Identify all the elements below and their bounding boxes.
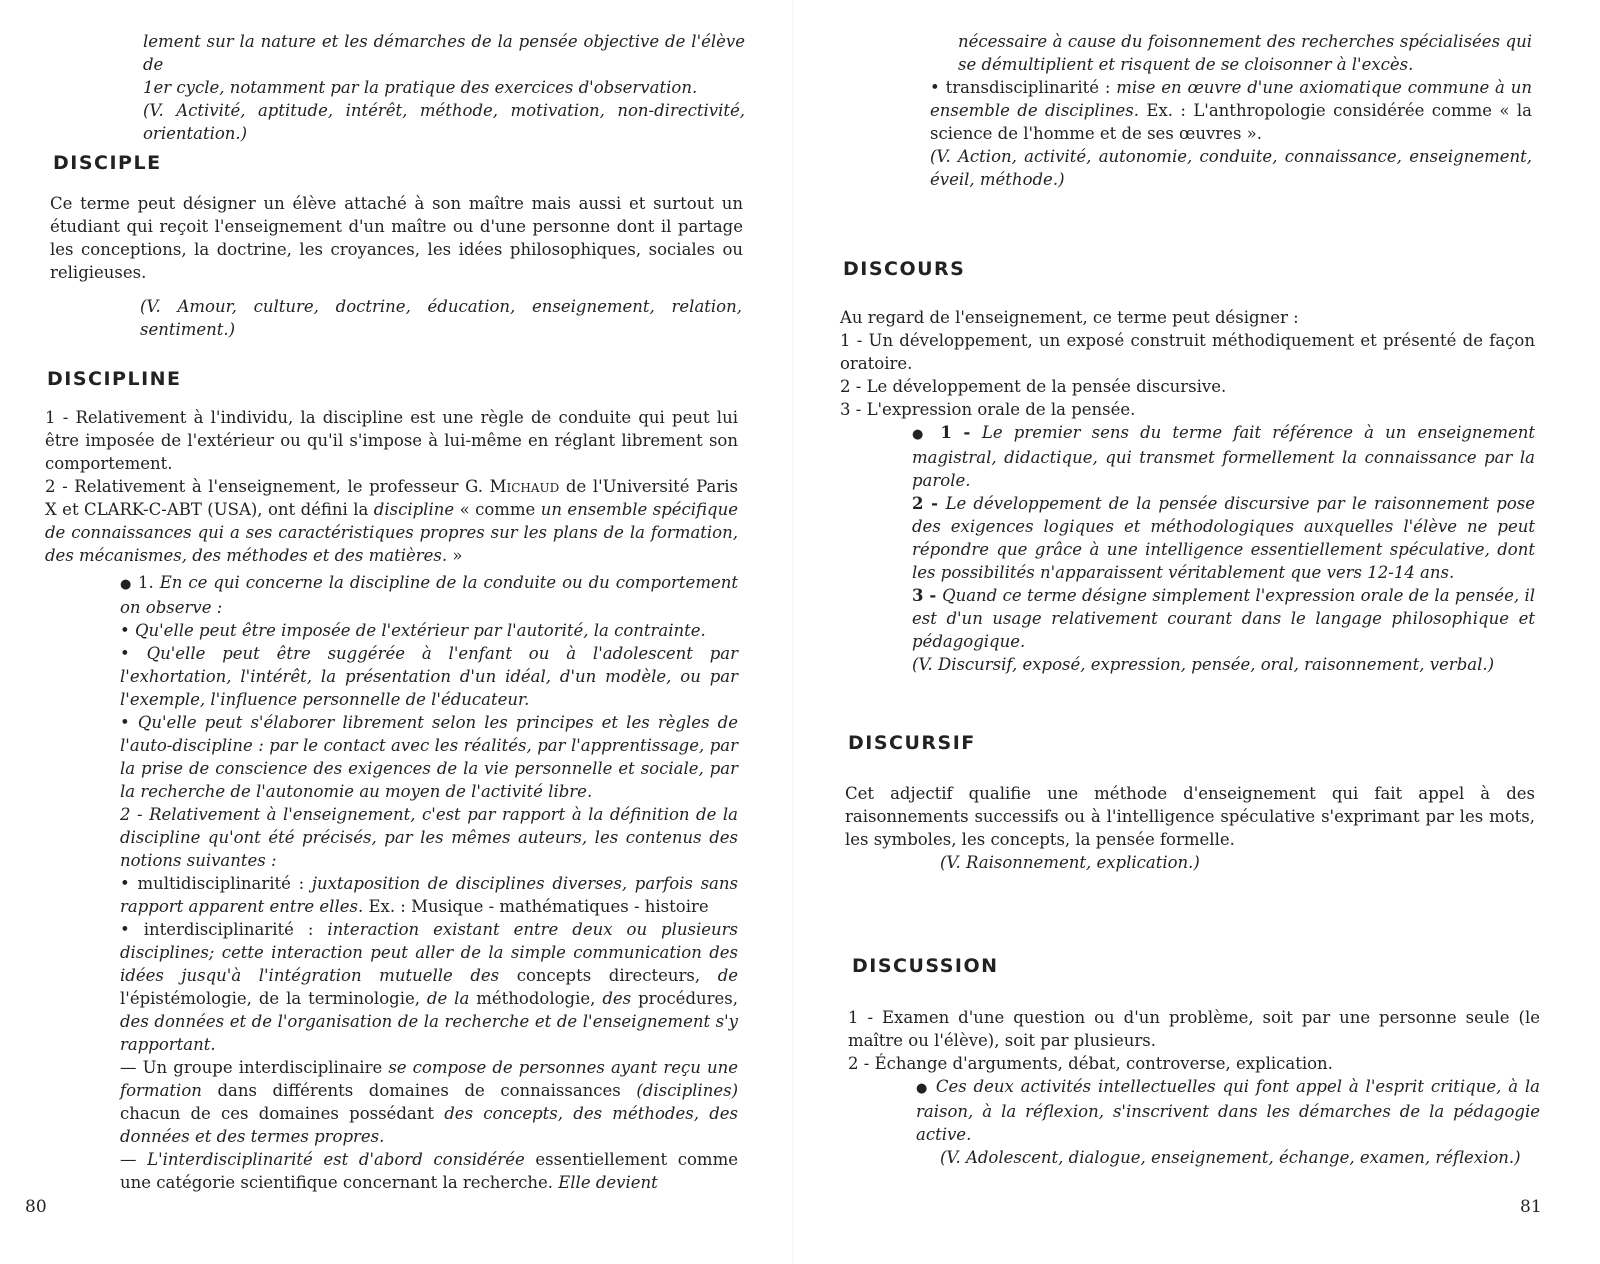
discipline-p1: 1 - Relativement à l'individu, la discipline est une règle de conduite qui peut lui être imposée de l'extérieur ou qu'il s'impose à lui-même en réglant librement son comportement. [45, 408, 738, 473]
circle-bullet-icon: ● [120, 577, 133, 592]
heading-discours: DISCOURS [843, 258, 966, 280]
last-r2: essentiellement comme une catégorie scientifique concernant la recherche. [120, 1150, 738, 1192]
heading-discursif: DISCURSIF [848, 732, 976, 754]
discours-note-3-text: Quand ce terme désigne simplement l'expression orale de la pensée, il est d'un usage relativement courant dans le langage philosophique et pédagogique. [912, 586, 1535, 651]
disciple-refs: (V. Amour, culture, doctrine, éducation, enseignement, relation, sentiment.) [140, 297, 742, 339]
intro-refs: (V. Activité, aptitude, intérêt, méthode, motivation, non-directivité, orientation.) [143, 101, 745, 143]
note-1-text: En ce qui concerne la discipline de la conduite ou du comportement on observe : [120, 573, 738, 617]
left-intro [143, 30, 745, 145]
grp-i1: se compose de personnes ayant reçu une formation [120, 1058, 738, 1100]
note-number-1: 1 - [940, 423, 982, 442]
last-i1: L'interdisciplinarité est d'abord considérée [147, 1150, 536, 1169]
multi-def: juxtaposition de disciplines diverses, parfois sans rapport apparent entre elles. [120, 874, 738, 916]
discipline-notes [45, 571, 738, 1194]
page-number-right: 81 [1520, 1197, 1542, 1217]
discours-notes [840, 421, 1535, 676]
p2-c: « comme [454, 500, 541, 519]
discussion-l1: 1 - Examen d'une question ou d'un problème, soit par une personne seule (le maître ou l'élève), soit par plusieurs. [848, 1008, 1540, 1050]
trans-term: transdisciplinarité : [945, 78, 1117, 97]
discours-note-2 [912, 492, 1535, 584]
inter-r2: l'épistémologie, de la terminologie, [120, 989, 427, 1008]
discursif-body [845, 782, 1535, 874]
sub-item-1: • Qu'elle peut être imposée de l'extérieur par l'autorité, la contrainte. [120, 621, 706, 640]
group-item [120, 1056, 738, 1148]
discours-body [840, 306, 1535, 676]
page-number-left: 80 [25, 1197, 47, 1217]
discours-l1: 1 - Un développement, un exposé construit méthodiquement et présenté de façon oratoire. [840, 331, 1535, 373]
disciple-definition: Ce terme peut désigner un élève attaché à son maître mais aussi et surtout un étudiant qui reçoit l'enseignement d'un maître ou d'une personne dont il partage les conceptions, la doctrine, les croyances, les idées philosophiques, sociales ou religieuses. [50, 194, 743, 282]
grp-r3: chacun de ces domaines possédant [120, 1104, 445, 1123]
discours-l3: 3 - L'expression orale de la pensée. [840, 400, 1136, 419]
continuation-line: nécessaire à cause du foisonnement des recherches spécialisées qui se démultiplient et risquent de se cloisonner à l'excès. [958, 32, 1532, 74]
right-top [930, 30, 1532, 191]
inter-i3: de la [426, 989, 477, 1008]
last-item [120, 1148, 738, 1194]
last-i2: Elle devient [558, 1173, 658, 1192]
grp-r1: — Un groupe interdisciplinaire [120, 1058, 389, 1077]
inter-r3: méthodologie, [476, 989, 603, 1008]
grp-i2: (disciplines) [636, 1081, 739, 1100]
intro-line-2: 1er cycle, notamment par la pratique des exercices d'observation. [143, 78, 698, 97]
inter-r4: procédures, [638, 989, 739, 1008]
inter-i4: des [602, 989, 639, 1008]
inter-def-1: interaction existant entre deux ou plusieurs disciplines; cette interaction peut aller de la simple communication des idées jusqu'à l'intégration mutuelle des [120, 920, 739, 985]
p2-term: discipline [373, 500, 455, 519]
note-number-3: 3 - [912, 586, 943, 605]
discours-refs: (V. Discursif, exposé, expression, pensée, oral, raisonnement, verbal.) [912, 655, 1495, 674]
note-number-2: 2 - [912, 494, 946, 513]
discours-note-1-text: Le premier sens du terme fait référence à un enseignement magistral, didactique, qui transmet formellement la connaissance par la parole. [912, 423, 1535, 490]
discours-note-1 [912, 421, 1535, 492]
sub-item-2: • Qu'elle peut être suggérée à l'enfant ou à l'adolescent par l'exhortation, l'intérêt, la présentation d'un idéal, d'un modèle, ou par l'exemple, l'influence personnelle de l'éducateur. [120, 644, 738, 709]
discours-note-3 [912, 584, 1535, 653]
discussion-note [848, 1075, 1540, 1146]
right-page [840, 0, 1540, 1264]
trans-refs: (V. Action, activité, autonomie, conduite, connaissance, enseignement, éveil, méthode.) [930, 147, 1532, 189]
trans-ex: Ex. : L'anthropologie considérée comme « la science de l'homme et de ses œuvres ». [930, 101, 1532, 143]
grp-i3: des concepts, des méthodes, des données et des termes propres. [120, 1104, 739, 1146]
circle-bullet-icon: ● [916, 1081, 929, 1096]
heading-discussion: DISCUSSION [852, 955, 999, 977]
trans-item: • transdisciplinarité : mise en œuvre d'une axiomatique commune à un ensemble de disciplines. Ex. : L'anthropologie considérée comme « la science de l'homme et de ses œuvres ». [930, 78, 1532, 143]
left-page [25, 0, 745, 1264]
inter-term: interdisciplinarité : [143, 920, 328, 939]
p2-a: 2 - Relativement à l'enseignement, le professeur G. [45, 477, 490, 496]
p2-d: un ensemble spécifique de connaissances qui a ses caractéristiques propres sur les plans de la formation, des mécanismes, des méthodes et des matières. [45, 500, 739, 565]
inter-r1: concepts directeurs, [516, 966, 718, 985]
multi-ex: Ex. : Musique - mathématiques - histoire [363, 897, 709, 916]
sub-item-3: • Qu'elle peut s'élaborer librement selon les principes et les règles de l'auto-discipline : par le contact avec les réalités, par l'apprentissage, par la prise de conscience des exigences de la vie personnelle et sociale, par la recherche de l'autonomie au moyen de l'activité libre. [120, 713, 738, 801]
discipline-p2 [45, 475, 738, 567]
discours-intro: Au regard de l'enseignement, ce terme peut désigner : [840, 308, 1299, 327]
discursif-refs: (V. Raisonnement, explication.) [940, 853, 1200, 872]
intro-line-1: lement sur la nature et les démarches de la pensée objective de l'élève de [143, 32, 745, 74]
inter-item: • interdisciplinarité : interaction existant entre deux ou plusieurs disciplines; cette interaction peut aller de la simple communication des idées jusqu'à l'intégration mutuelle des concepts directeurs, de l'épistémologie, de la terminologie, de la méthodologie, des procédures, des données et de l'organisation de la recherche et de l'enseignement s'y rapportant. [120, 920, 739, 1054]
discours-l2: 2 - Le développement de la pensée discursive. [840, 377, 1227, 396]
sub-item-2-text: Qu'elle peut être suggérée à l'enfant ou à l'adolescent par l'exhortation, l'intérêt, la présentation d'un idéal, d'un modèle, ou par l'exemple, l'influence personnelle de l'éducateur. [120, 644, 738, 709]
heading-disciple: DISCIPLE [53, 152, 162, 174]
multi-item: • multidisciplinarité : juxtaposition de disciplines diverses, parfois sans rapport apparent entre elles. Ex. : Musique - mathématiques - histoire [120, 874, 738, 916]
discussion-note-text: Ces deux activités intellectuelles qui font appel à l'esprit critique, à la raison, à la réflexion, s'inscrivent dans les démarches de la pédagogie active. [916, 1077, 1541, 1144]
p2-e: » [447, 546, 463, 565]
sub-item-3-text: Qu'elle peut s'élaborer librement selon les principes et les règles de l'auto-discipline : par le contact avec les réalités, par l'apprentissage, par la prise de conscience des exigences de la vie personnelle et sociale, par la recherche de l'autonomie au moyen de l'activité libre. [120, 713, 738, 801]
p2-author: Michaud [489, 477, 560, 496]
discussion-refs: (V. Adolescent, dialogue, enseignement, échange, examen, réflexion.) [940, 1148, 1521, 1167]
p2-b: de l'Université Paris X et CLARK-C-ABT (USA), ont défini la [45, 477, 738, 519]
discursif-text: Cet adjectif qualifie une méthode d'enseignement qui fait appel à des raisonnements successifs ou à l'intelligence spéculative s'exprimant par les mots, les symboles, les concepts, la pensée formelle. [845, 784, 1535, 849]
discipline-body [45, 406, 738, 1194]
note-1-number: 1. [138, 573, 154, 592]
trans-def: mise en œuvre d'une axiomatique commune à un ensemble de disciplines. [930, 78, 1532, 120]
multi-term: multidisciplinarité : [137, 874, 312, 893]
discours-note-2-text: Le développement de la pensée discursive par le raisonnement pose des exigences logiques et méthodologiques auxquelles l'élève ne peut répondre que grâce à une intelligence essentiellement spéculative, dont les possibilités n'apparaissent véritablement que vers 12-14 ans. [912, 494, 1535, 582]
circle-bullet-icon: ● [912, 427, 930, 442]
sub-item-1-text: Qu'elle peut être imposée de l'extérieur par l'autorité, la contrainte. [134, 621, 706, 640]
note-2: 2 - Relativement à l'enseignement, c'est par rapport à la définition de la discipline qu'ont été précisés, par les mêmes auteurs, les contenus des notions suivantes : [120, 805, 738, 870]
grp-r2: dans différents domaines de connaissances [217, 1081, 637, 1100]
inter-i5: des données et de l'organisation de la recherche et de l'enseignement s'y rapportant. [120, 1012, 738, 1054]
page-gutter [792, 0, 794, 1264]
last-r1: — [120, 1150, 148, 1169]
heading-discipline: DISCIPLINE [47, 368, 182, 390]
note-1 [120, 571, 738, 619]
discussion-l2: 2 - Échange d'arguments, débat, controverse, explication. [848, 1054, 1333, 1073]
inter-i2: de [717, 966, 739, 985]
discussion-body [848, 1006, 1540, 1169]
